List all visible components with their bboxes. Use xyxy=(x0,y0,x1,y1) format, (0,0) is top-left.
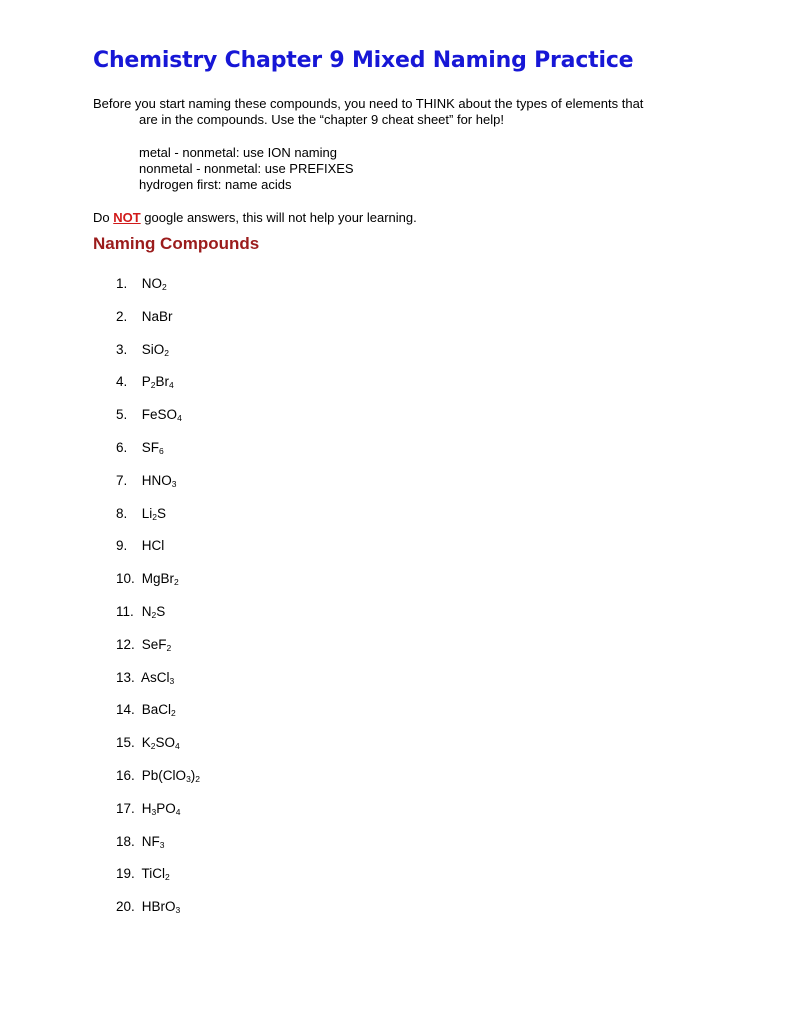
compound-formula: HBrO$_3$ xyxy=(141,899,181,916)
list-item xyxy=(116,570,200,603)
rule-prefixes: nonmetal - nonmetal: use PREFIXES xyxy=(139,161,354,176)
compound-formula: $SF_6$ xyxy=(141,439,164,456)
list-item xyxy=(116,341,200,374)
list-item xyxy=(116,898,200,931)
list-item xyxy=(116,373,200,406)
item-number: 18. xyxy=(116,833,135,849)
intro-line-2: are in the compounds. Use the “chapter 9 cheat sheet” for help! xyxy=(139,112,504,127)
compound-formula: MgBr$_2$ xyxy=(141,571,179,588)
list-item xyxy=(116,439,200,472)
list-item xyxy=(116,406,200,439)
item-number: 20. xyxy=(116,899,135,915)
compound-formula: NaBr xyxy=(141,308,173,324)
compound-formula: $NF_3$ xyxy=(141,833,165,850)
list-item xyxy=(116,505,200,538)
list-item xyxy=(116,669,200,702)
item-number: 9. xyxy=(116,538,128,554)
compound-formula: $Pb(ClO_3)_2$ xyxy=(141,767,201,784)
list-item xyxy=(116,767,200,800)
compound-formula: SeF$_2$ xyxy=(141,636,172,653)
warning-emphasis: NOT xyxy=(113,210,141,225)
intro-paragraph xyxy=(93,96,713,128)
list-item xyxy=(116,734,200,767)
list-item xyxy=(116,636,200,669)
compound-formula: BaCl$_2$ xyxy=(141,702,176,719)
section-heading: Naming Compounds xyxy=(93,234,260,253)
list-item xyxy=(116,701,200,734)
item-number: 10. xyxy=(116,571,135,587)
intro-line-1: Before you start naming these compounds, you need to THINK about the types of elements that xyxy=(93,96,644,111)
item-number: 15. xyxy=(116,735,135,751)
item-number: 3. xyxy=(116,341,128,357)
compound-formula: TiCl$_2$ xyxy=(141,866,170,883)
item-number: 11. xyxy=(116,603,134,619)
list-item xyxy=(116,275,200,308)
compound-formula: $NO_2$ xyxy=(141,276,167,292)
compound-formula: $K_2SO_4$ xyxy=(141,735,180,752)
rule-acids: hydrogen first: name acids xyxy=(139,177,292,192)
item-number: 19. xyxy=(116,866,135,882)
item-number: 12. xyxy=(116,636,135,652)
item-number: 17. xyxy=(116,800,135,816)
compound-formula: $HNO_3$ xyxy=(141,472,177,489)
list-item xyxy=(116,308,200,341)
item-number: 16. xyxy=(116,767,135,783)
warning-note xyxy=(93,210,417,226)
item-number: 1. xyxy=(116,276,128,291)
compound-formula: AsCl$_3$ xyxy=(141,669,175,686)
list-item xyxy=(116,472,200,505)
compound-list xyxy=(116,275,200,931)
list-item xyxy=(116,800,200,833)
warning-prefix: Do xyxy=(93,210,114,225)
compound-formula: $Li_2S$ xyxy=(141,505,167,522)
item-number: 13. xyxy=(116,669,135,685)
warning-suffix: google answers, this will not help your learning. xyxy=(140,210,417,225)
naming-rules xyxy=(139,145,354,193)
compound-formula: $H_3PO_4$ xyxy=(141,800,181,817)
compound-formula: SiO$_2$ xyxy=(141,341,170,358)
item-number: 14. xyxy=(116,702,135,718)
rule-ion-naming: metal - nonmetal: use ION naming xyxy=(139,145,337,160)
item-number: 2. xyxy=(116,308,128,324)
list-item xyxy=(116,603,200,636)
item-number: 5. xyxy=(116,407,128,423)
page-title: Chemistry Chapter 9 Mixed Naming Practice xyxy=(93,48,634,73)
list-item xyxy=(116,865,200,898)
item-number: 4. xyxy=(116,374,128,390)
list-item xyxy=(116,537,200,570)
compound-formula: HCl xyxy=(141,538,165,554)
item-number: 7. xyxy=(116,472,128,488)
list-item xyxy=(116,833,200,866)
compound-formula: $N_2S$ xyxy=(141,603,166,620)
item-number: 6. xyxy=(116,439,128,455)
item-number: 8. xyxy=(116,505,128,521)
compound-formula: FeSO$_4$ xyxy=(141,407,182,424)
compound-formula: $P_2Br_4$ xyxy=(141,374,174,391)
